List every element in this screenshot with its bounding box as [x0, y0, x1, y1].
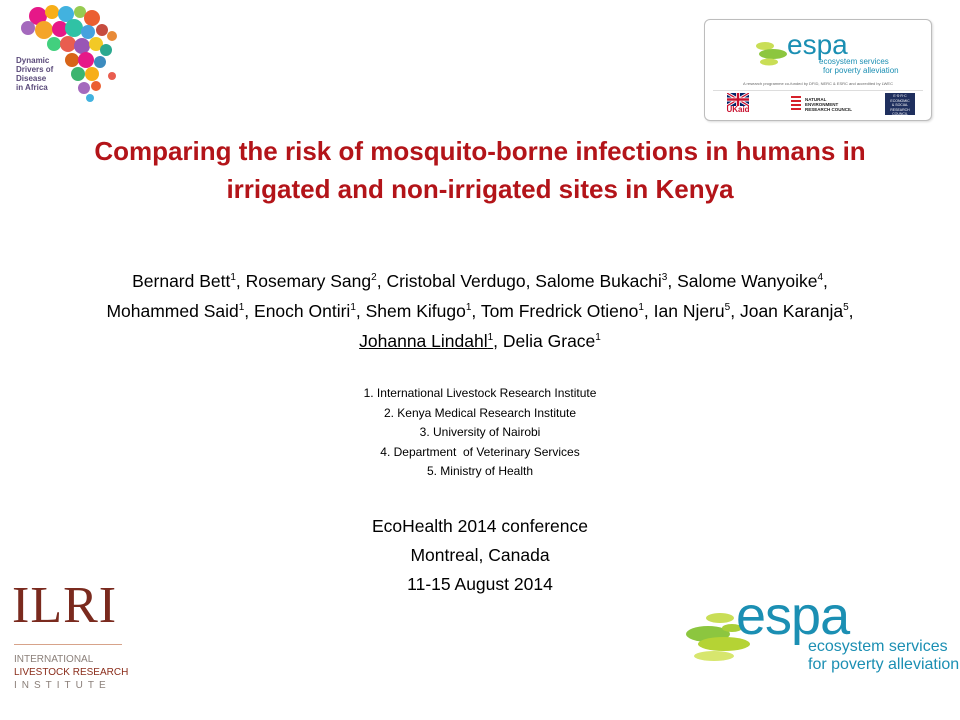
nerc-line: ENVIRONMENT	[805, 102, 839, 107]
slide-title	[0, 132, 960, 208]
conference-name: EcoHealth 2014 conference	[372, 516, 588, 536]
nerc-mark-icon	[789, 95, 803, 113]
conference-dates: 11-15 August 2014	[407, 574, 553, 594]
author-name: Rosemary Sang	[245, 271, 372, 291]
author-affil: 1	[238, 302, 245, 314]
title-line-1: Comparing the risk of mosquito-borne infections in humans in	[94, 136, 866, 166]
esrc-line: E·S·R·C	[893, 94, 907, 98]
author-affil: 4	[817, 272, 824, 284]
nerc-text	[805, 97, 852, 112]
ukaid-text: UKaid	[726, 105, 750, 114]
partner-logos	[713, 90, 923, 115]
author-name: Bernard Bett	[132, 271, 231, 291]
affiliation: 4. Department of Veterinary Services	[380, 444, 580, 459]
affiliation: 1. International Livestock Research Institute	[363, 386, 597, 400]
espa-funding-note: A research programme co-funded by DFID, NERC & ESRC and accredited by LWEC	[743, 81, 893, 86]
esrc-line: ECONOMIC	[890, 98, 910, 103]
author-affil: 3	[661, 272, 668, 284]
author-name: Shem Kifugo	[365, 301, 466, 321]
author-list	[0, 266, 960, 356]
dd-line: Drivers of	[16, 65, 54, 74]
author-name: Joan Karanja	[739, 301, 844, 321]
author-name: Ian Njeru	[653, 301, 725, 321]
ilri-divider	[14, 644, 122, 645]
author-name: Tom Fredrick Otieno	[480, 301, 639, 321]
nerc-logo	[789, 95, 879, 115]
dd-line: in Africa	[16, 83, 48, 92]
author-name: Mohammed Said	[106, 301, 239, 321]
espa-large-tag2: for poverty alleviation	[808, 656, 960, 673]
author-affil: 1	[487, 332, 494, 344]
author-line-2: Mohammed Said$^1$, Enoch Ontiri$^1$, Shem Kifugo$^1$, Tom Fredrick Otieno$^1$, Ian Njeru$^5$, Joan Karanja$^5$,	[106, 301, 854, 321]
title-line-2: irrigated and non-irrigated sites in Kenya	[226, 174, 734, 204]
author-name: Cristobal Verdugo	[386, 271, 526, 291]
ukaid-logo	[723, 93, 753, 115]
esrc-line: RESEARCH	[890, 107, 910, 112]
presenting-author	[359, 331, 493, 351]
espa-small-tag2: for poverty alleviation	[823, 66, 899, 75]
nerc-line: RESEARCH COUNCIL	[805, 107, 853, 112]
espa-partner-box	[704, 19, 932, 121]
esrc-line: COUNCIL	[892, 112, 908, 117]
affiliation: 5. Ministry of Health	[426, 464, 534, 478]
espa-small-logo	[753, 28, 903, 76]
dd-line: Dynamic	[16, 56, 50, 65]
dd-line: Disease	[16, 74, 47, 83]
author-name: Salome Bukachi	[535, 271, 662, 291]
espa-small-word: espa	[787, 29, 848, 60]
ilri-logo	[12, 578, 132, 700]
author-name: Johanna Lindahl	[359, 331, 488, 351]
author-affil: 1	[638, 302, 644, 314]
author-affil: 5	[724, 302, 731, 314]
espa-large-word: espa	[736, 586, 850, 646]
espa-small-tag1: ecosystem services	[819, 57, 889, 66]
author-affil: 1	[465, 302, 472, 314]
dynamic-drivers-text	[16, 56, 53, 92]
espa-large-logo	[684, 586, 960, 682]
author-affil: 1	[350, 302, 356, 314]
nerc-line: NATURAL	[805, 97, 827, 102]
conference-location: Montreal, Canada	[410, 545, 550, 565]
ilri-word: ILRI	[12, 577, 118, 634]
author-line-3: Johanna Lindahl$^1$, Delia Grace$^1$	[359, 331, 601, 351]
esrc-line: & SOCIAL	[891, 103, 909, 108]
espa-large-tag1: ecosystem services	[808, 638, 948, 655]
author-affil: 1	[595, 332, 601, 344]
affiliation-list	[0, 384, 960, 482]
ilri-line-2: LIVESTOCK RESEARCH	[14, 667, 129, 678]
author-name: Delia Grace	[502, 331, 596, 351]
author-line-1: Bernard Bett$^1$, Rosemary Sang$^2$, Cristobal Verdugo, Salome Bukachi$^3$, Salome Wanyoike$^4$,	[132, 271, 828, 291]
author-affil: 5	[843, 302, 849, 314]
ilri-line-3: INSTITUTE	[14, 680, 111, 691]
affiliation: 2. Kenya Medical Research Institute	[383, 405, 577, 420]
author-name: Salome Wanyoike	[677, 271, 818, 291]
author-affil: 2	[371, 272, 377, 284]
author-affil: 1	[230, 272, 236, 284]
ilri-line-1: INTERNATIONAL	[14, 654, 94, 665]
author-name: Enoch Ontiri	[254, 301, 351, 321]
esrc-logo	[885, 93, 915, 115]
affiliation: 3. University of Nairobi	[419, 425, 541, 439]
